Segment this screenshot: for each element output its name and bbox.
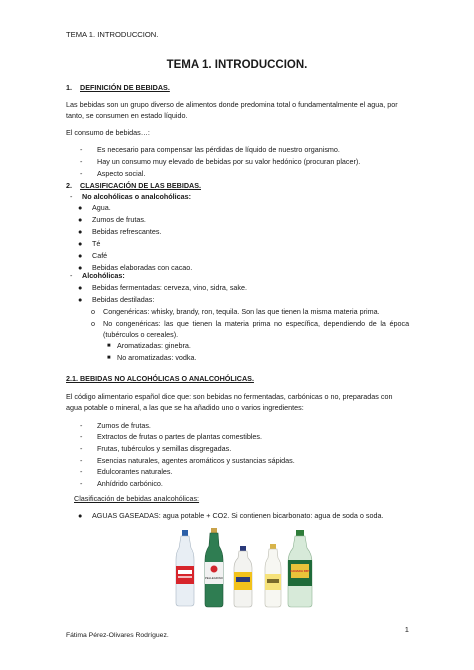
list-item: o No congenéricas: las que tienen la materia prima no específica, dependiendo de la época — [91, 319, 410, 328]
section-2-number: 2. — [66, 181, 72, 190]
list-item-continuation: (tubérculos o cereales). — [103, 330, 179, 339]
bottle-5 — [288, 530, 312, 607]
consumption-intro: El consumo de bebidas…: — [66, 128, 150, 137]
nonalcoholic-label: - No alcohólicas o analcohólicas: — [70, 192, 192, 201]
list-item: - Zumos de frutas. — [80, 421, 151, 430]
list-item: - Es necesario para compensar las pérdidas de líquido de nuestro organismo. — [80, 145, 340, 154]
list-item: ● Bebidas elaboradas con cacao. — [78, 263, 193, 272]
section-2-1-paragraph-line-2: agua potable o mineral, a las que se ha añadido uno o varios ingredientes: — [66, 403, 304, 412]
section-2-heading — [66, 181, 201, 190]
section-1-title: DEFINICIÓN DE BEBIDAS. — [80, 83, 170, 92]
bottle-5-label: CANADA DRY — [290, 569, 310, 573]
bottle-2-label: PELLEGRINO — [205, 576, 223, 580]
section-2-1-heading: 2.1. BEBIDAS NO ALCOHÓLICAS O ANALCOHÓLICAS. — [66, 374, 254, 383]
classification-subheading: Clasificación de bebidas analcohólicas: — [74, 494, 200, 503]
list-item: ● Agua. — [78, 203, 111, 212]
list-item: - Anhídrido carbónico. — [80, 479, 163, 488]
list-item: - Aspecto social. — [80, 169, 146, 178]
list-item: - Edulcorantes naturales. — [80, 467, 173, 476]
section-2-1-paragraph-line-1: El código alimentario español dice que: son bebidas no fermentadas, carbónicas o no, preparadas con — [66, 392, 393, 401]
page-title: TEMA 1. INTRODUCCION. — [166, 59, 308, 71]
running-header: TEMA 1. INTRODUCCION. — [66, 30, 159, 39]
list-item: o Congenéricas: whisky, brandy, ron, tequila. Son las que tienen la misma materia prima. — [91, 307, 380, 316]
list-item: ● Café — [78, 251, 108, 260]
bottle-2 — [205, 528, 224, 607]
list-item: ● Bebidas refrescantes. — [78, 227, 162, 236]
list-item: - Hay un consumo muy elevado de bebidas por su valor hedónico (procuran placer). — [80, 157, 361, 166]
bottle-4 — [265, 544, 281, 607]
page-number: 1 — [404, 625, 409, 634]
list-item: ● AGUAS GASEADAS: agua potable + CO2. Si contienen bicarbonato: agua de soda o soda. — [78, 511, 384, 520]
section-2-title: CLASIFICACIÓN DE LAS BEBIDAS. — [80, 181, 201, 190]
list-item: - Frutas, tubérculos y semillas disgregadas. — [80, 444, 232, 453]
list-item: ■ No aromatizadas: vodka. — [107, 353, 197, 362]
soda-bottles-image — [170, 528, 330, 608]
section-1-number: 1. — [66, 83, 72, 92]
list-item: ● Té — [78, 239, 101, 248]
list-item: ● Bebidas destiladas: — [78, 295, 155, 304]
list-item: - Extractos de frutas o partes de plantas comestibles. — [80, 432, 262, 441]
section-1-heading — [66, 83, 170, 92]
author-footer: Fátima Pérez-Olivares Rodríguez. — [66, 632, 169, 639]
alcoholic-label: - Alcohólicas: — [70, 271, 125, 280]
list-item: ● Zumos de frutas. — [78, 215, 146, 224]
list-item: - Esencias naturales, agentes aromáticos y sustancias sápidas. — [80, 456, 295, 465]
bottle-3 — [234, 546, 252, 607]
section-1-paragraph-line-2: tanto, se consumen en estado líquido. — [66, 111, 188, 120]
list-item: ■ Aromatizadas: ginebra. — [107, 341, 191, 350]
list-item: ● Bebidas fermentadas: cerveza, vino, sidra, sake. — [78, 283, 248, 292]
section-1-paragraph-line-1: Las bebidas son un grupo diverso de alimentos donde predomina total o fundamentalmente el agua, por — [66, 100, 398, 109]
bottle-1 — [176, 530, 194, 606]
